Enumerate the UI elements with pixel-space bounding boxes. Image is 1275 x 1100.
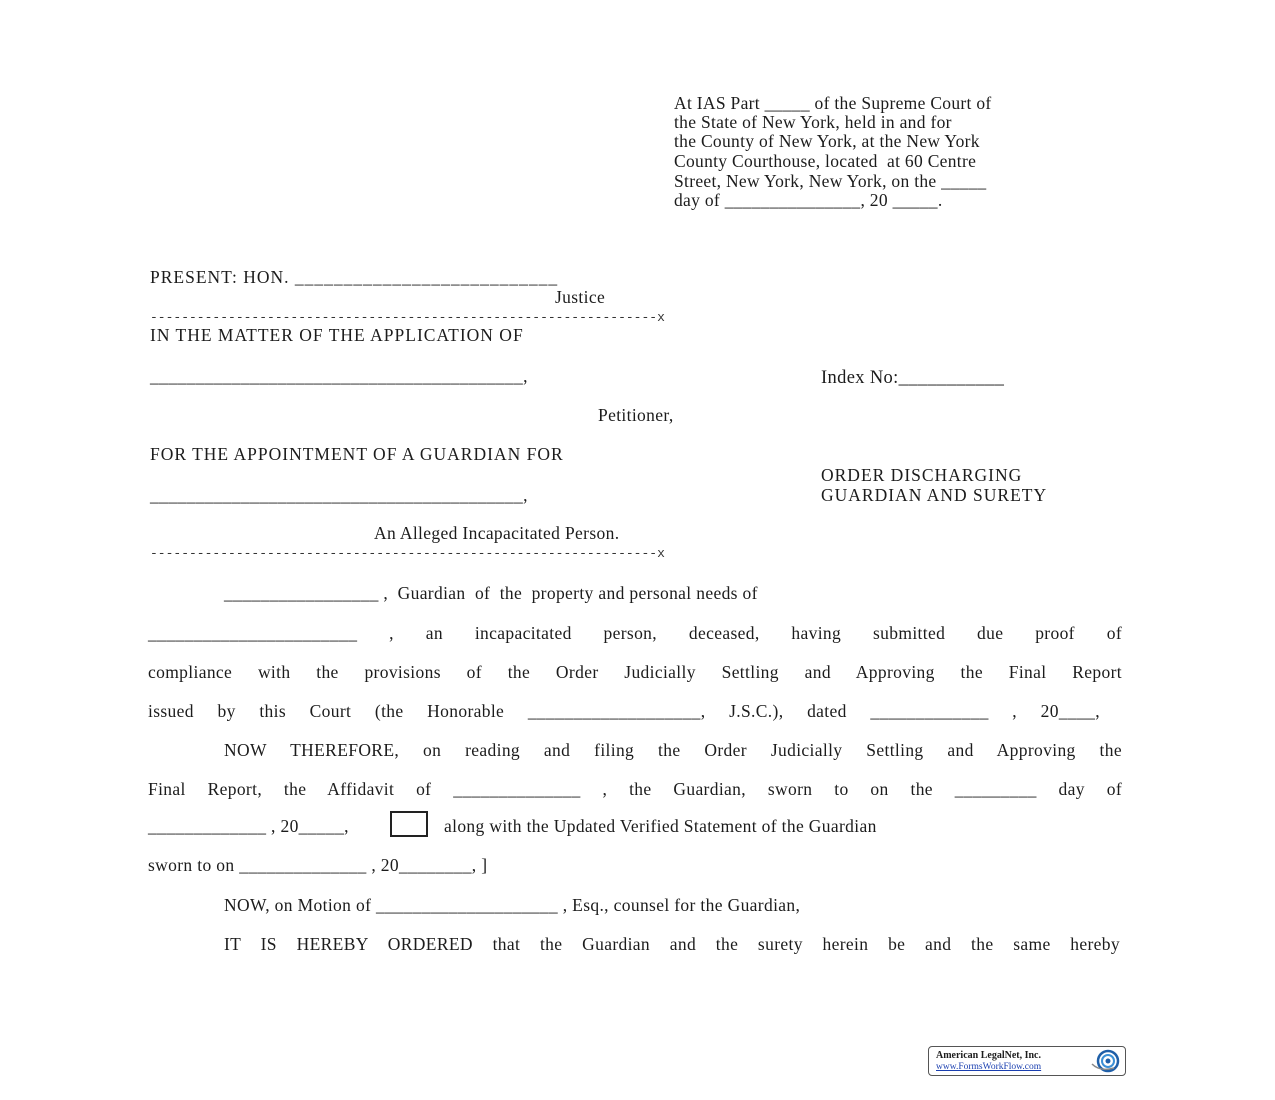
footer-url-link[interactable]: www.FormsWorkFlow.com xyxy=(936,1062,1042,1072)
body-p2-line-3-start: _____________ , 20_____, xyxy=(148,816,349,836)
index-number: Index No:___________ xyxy=(821,368,1005,388)
present-hon-line: PRESENT: HON. ___________________________ xyxy=(150,267,559,287)
body-p1-line-2: _______________________ , an incapacitated person, deceased, having submitted due proof of xyxy=(148,623,1122,643)
petitioner-label: Petitioner, xyxy=(598,405,674,425)
caption-line-3: the County of New York, at the New York xyxy=(674,131,980,151)
caption-line-2: the State of New York, held in and for xyxy=(674,112,952,132)
body-p2-line-1: NOW THEREFORE, on reading and filing the Order Judicially Settling and Approving the xyxy=(224,740,1122,760)
footer-company-name: American LegalNet, Inc. xyxy=(936,1050,1041,1061)
justice-label: Justice xyxy=(555,287,606,307)
body-p2-line-3-end: along with the Updated Verified Statement of the Guardian xyxy=(444,816,877,836)
footer-publisher-logo xyxy=(928,1046,1126,1076)
caption-line-5: Street, New York, New York, on the _____ xyxy=(674,171,987,191)
body-p2-line-2: Final Report, the Affidavit of ______________ , the Guardian, sworn to on the _________ day of xyxy=(148,779,1122,799)
document-title-line-2: GUARDIAN AND SURETY xyxy=(821,485,1048,505)
matter-heading: IN THE MATTER OF THE APPLICATION OF xyxy=(150,325,524,345)
aip-label: An Alleged Incapacitated Person. xyxy=(374,523,620,543)
body-p2-line-4: sworn to on ______________ , 20________, ] xyxy=(148,855,488,875)
globe-emblem-icon xyxy=(1088,1048,1122,1074)
body-p3-line-1: NOW, on Motion of ____________________ , Esq., counsel for the Guardian, xyxy=(224,895,801,915)
document-title-line-1: ORDER DISCHARGING xyxy=(821,465,1023,485)
caption-line-4: County Courthouse, located at 60 Centre xyxy=(674,151,977,171)
dash-separator-top: -----------------------------------------------------------------x xyxy=(150,310,665,325)
appointment-heading: FOR THE APPOINTMENT OF A GUARDIAN FOR xyxy=(150,444,564,464)
caption-line-6: day of _______________, 20 _____. xyxy=(674,190,943,210)
bracket-checkbox[interactable] xyxy=(390,811,428,837)
aip-blank: _________________________________________, xyxy=(150,485,528,505)
caption-line-1: At IAS Part _____ of the Supreme Court of xyxy=(674,93,992,113)
dash-separator-bottom: -----------------------------------------------------------------x xyxy=(150,546,665,561)
body-p1-line-1: _________________ , Guardian of the property and personal needs of xyxy=(224,583,758,603)
body-p1-line-4: issued by this Court (the Honorable ___________________, J.S.C.), dated _____________ , 20____, xyxy=(148,701,1100,721)
petitioner-blank: _________________________________________, xyxy=(150,366,528,386)
body-p4-line-1: IT IS HEREBY ORDERED that the Guardian and the surety herein be and the same hereby xyxy=(224,934,1120,954)
body-p1-line-3: compliance with the provisions of the Order Judicially Settling and Approving the Final Report xyxy=(148,662,1122,682)
